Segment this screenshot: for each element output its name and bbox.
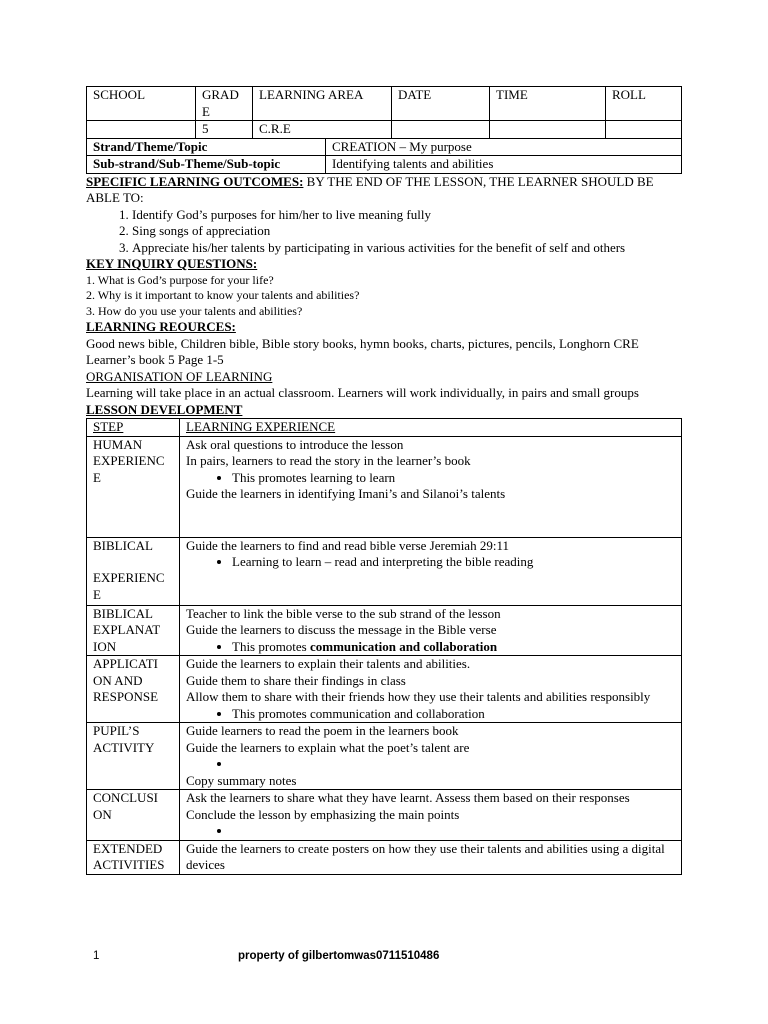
experience-bullets bbox=[186, 756, 675, 773]
step-cell: PUPIL’S ACTIVITY bbox=[87, 723, 180, 790]
step-cell: BIBLICAL EXPLANAT ION bbox=[87, 605, 180, 656]
outcome-item: 3. Appreciate his/her talents by participating in various activities for the benefit of self and others bbox=[132, 240, 682, 257]
roll-label: ROLL bbox=[606, 87, 682, 121]
experience-bullets bbox=[186, 823, 675, 840]
strand-label: Strand/Theme/Topic bbox=[87, 138, 326, 156]
experience-line: Copy summary notes bbox=[186, 772, 297, 788]
time-value bbox=[490, 121, 606, 139]
experience-column-header: LEARNING EXPERIENCE bbox=[180, 419, 682, 437]
experience-line: Guide the learners to discuss the message in the Bible verse bbox=[186, 622, 497, 637]
experience-bullet: • Learning to learn – read and interpreting the bible reading bbox=[232, 554, 675, 571]
inquiry-question: 3. How do you use your talents and abilities? bbox=[86, 303, 303, 318]
experience-line: Guide the learners to explain what the poet’s talent are bbox=[186, 739, 470, 755]
roll-value bbox=[606, 121, 682, 139]
lesson-row-extended bbox=[87, 840, 682, 874]
lesson-row-conclusion bbox=[87, 790, 682, 841]
learning-area-value: C.R.E bbox=[253, 121, 392, 139]
experience-line: Guide the learners in identifying Imani’s and Silanoi’s talents bbox=[186, 486, 506, 501]
experience-bullets bbox=[186, 554, 675, 571]
experience-cell bbox=[180, 723, 682, 790]
experience-cell bbox=[180, 436, 682, 537]
experience-line: Guide the learners to explain their talents and abilities. bbox=[186, 656, 471, 671]
step-label: BIBLICAL bbox=[93, 537, 153, 553]
organisation-heading: ORGANISATION OF LEARNING bbox=[86, 368, 273, 384]
outcomes-intro-text: BY THE END OF THE LESSON, THE LEARNER SHOULD BE ABLE TO: bbox=[86, 173, 654, 205]
experience-line: Ask oral questions to introduce the lesson bbox=[186, 436, 404, 452]
outcome-item: 2. Sing songs of appreciation bbox=[132, 223, 682, 240]
inquiry-heading: KEY INQUIRY QUESTIONS: bbox=[86, 256, 258, 271]
experience-bullets bbox=[186, 470, 675, 487]
experience-cell bbox=[180, 790, 682, 841]
experience-bullets bbox=[186, 639, 675, 656]
experience-bullet: • This promotes communication and collaboration bbox=[232, 706, 675, 723]
experience-cell bbox=[180, 656, 682, 723]
step-cell: CONCLUSI ON bbox=[87, 790, 180, 841]
lesson-row-biblical bbox=[87, 537, 682, 605]
school-value bbox=[87, 121, 196, 139]
inquiry-section bbox=[86, 256, 682, 319]
header-row-labels bbox=[87, 87, 682, 121]
experience-line: Guide the learners to find and read bible verse Jeremiah 29:11 bbox=[186, 537, 509, 553]
experience-line: Conclude the lesson by emphasizing the main points bbox=[186, 806, 460, 822]
step-cell bbox=[87, 537, 180, 605]
lesson-row-activity bbox=[87, 723, 682, 790]
lesson-heading: LESSON DEVELOPMENT bbox=[86, 401, 243, 417]
strand-value: CREATION – My purpose bbox=[326, 138, 682, 156]
experience-bullets bbox=[186, 706, 675, 723]
substrand-value: Identifying talents and abilities bbox=[326, 156, 682, 174]
experience-line: Guide learners to read the poem in the learners book bbox=[186, 723, 459, 738]
experience-line: In pairs, learners to read the story in the learner’s book bbox=[186, 453, 471, 468]
date-value bbox=[392, 121, 490, 139]
outcomes-section bbox=[86, 174, 682, 257]
experience-bullet bbox=[232, 823, 675, 840]
strand-table bbox=[86, 138, 682, 174]
inquiry-question: 1. What is God’s purpose for your life? bbox=[86, 272, 274, 287]
lesson-row-explanation bbox=[87, 605, 682, 656]
lesson-row-application bbox=[87, 656, 682, 723]
outcomes-heading: SPECIFIC LEARNING OUTCOMES: bbox=[86, 173, 304, 189]
substrand-label: Sub-strand/Sub-Theme/Sub-topic bbox=[87, 156, 326, 174]
experience-cell bbox=[180, 537, 682, 605]
header-row-values bbox=[87, 121, 682, 139]
experience-line: Ask the learners to share what they have learnt. Assess them based on their responses bbox=[186, 790, 630, 805]
grade-value: 5 bbox=[196, 121, 253, 139]
property-note: property of gilbertomwas0711510486 bbox=[238, 950, 440, 962]
step-column-header: STEP bbox=[87, 419, 180, 437]
step-cell: APPLICATI ON AND RESPONSE bbox=[87, 656, 180, 723]
lesson-plan-page bbox=[86, 86, 682, 875]
step-cell: EXTENDED ACTIVITIES bbox=[87, 840, 180, 874]
outcomes-list bbox=[86, 207, 682, 257]
experience-line: Guide the learners to create posters on how they use their talents and abilities using a digital devices bbox=[186, 840, 665, 872]
experience-bullet bbox=[232, 639, 675, 656]
experience-bullet bbox=[232, 756, 675, 773]
resources-text: Good news bible, Children bible, Bible story books, hymn books, charts, pictures, pencils, Longhorn CRE Learner’s book 5 Page 1-5 bbox=[86, 335, 639, 367]
outcomes-intro bbox=[86, 174, 682, 207]
organisation-text: Learning will take place in an actual classroom. Learners will work individually, in pairs and small groups bbox=[86, 385, 639, 400]
header-table bbox=[86, 86, 682, 139]
bullet-text: This promotes bbox=[232, 638, 310, 654]
experience-bullet: • This promotes learning to learn bbox=[232, 470, 675, 487]
resources-heading: LEARNING REOURCES: bbox=[86, 319, 236, 334]
bullet-bold-text: communication and collaboration bbox=[310, 638, 498, 654]
lesson-header-row bbox=[87, 419, 682, 437]
step-cell: HUMAN EXPERIENC E bbox=[87, 436, 180, 537]
school-label: SCHOOL bbox=[87, 87, 196, 121]
page-number: 1 bbox=[93, 950, 100, 962]
experience-cell bbox=[180, 840, 682, 874]
organisation-section bbox=[86, 369, 682, 402]
lesson-table bbox=[86, 418, 682, 875]
step-label: EXPERIENC E bbox=[93, 570, 165, 602]
inquiry-question: 2. Why is it important to know your talents and abilities? bbox=[86, 288, 360, 302]
resources-section bbox=[86, 319, 682, 369]
experience-line: Teacher to link the bible verse to the sub strand of the lesson bbox=[186, 605, 501, 621]
lesson-row-human bbox=[87, 436, 682, 537]
date-label: DATE bbox=[392, 87, 490, 121]
experience-cell bbox=[180, 605, 682, 656]
outcome-item: 1. Identify God’s purposes for him/her to live meaning fully bbox=[132, 207, 682, 224]
time-label: TIME bbox=[490, 87, 606, 121]
grade-label: GRAD E bbox=[196, 87, 253, 121]
experience-line: Allow them to share with their friends how they use their talents and abilities responsibly bbox=[186, 689, 651, 704]
experience-line: Guide them to share their findings in class bbox=[186, 672, 406, 688]
learning-area-label: LEARNING AREA bbox=[253, 87, 392, 121]
